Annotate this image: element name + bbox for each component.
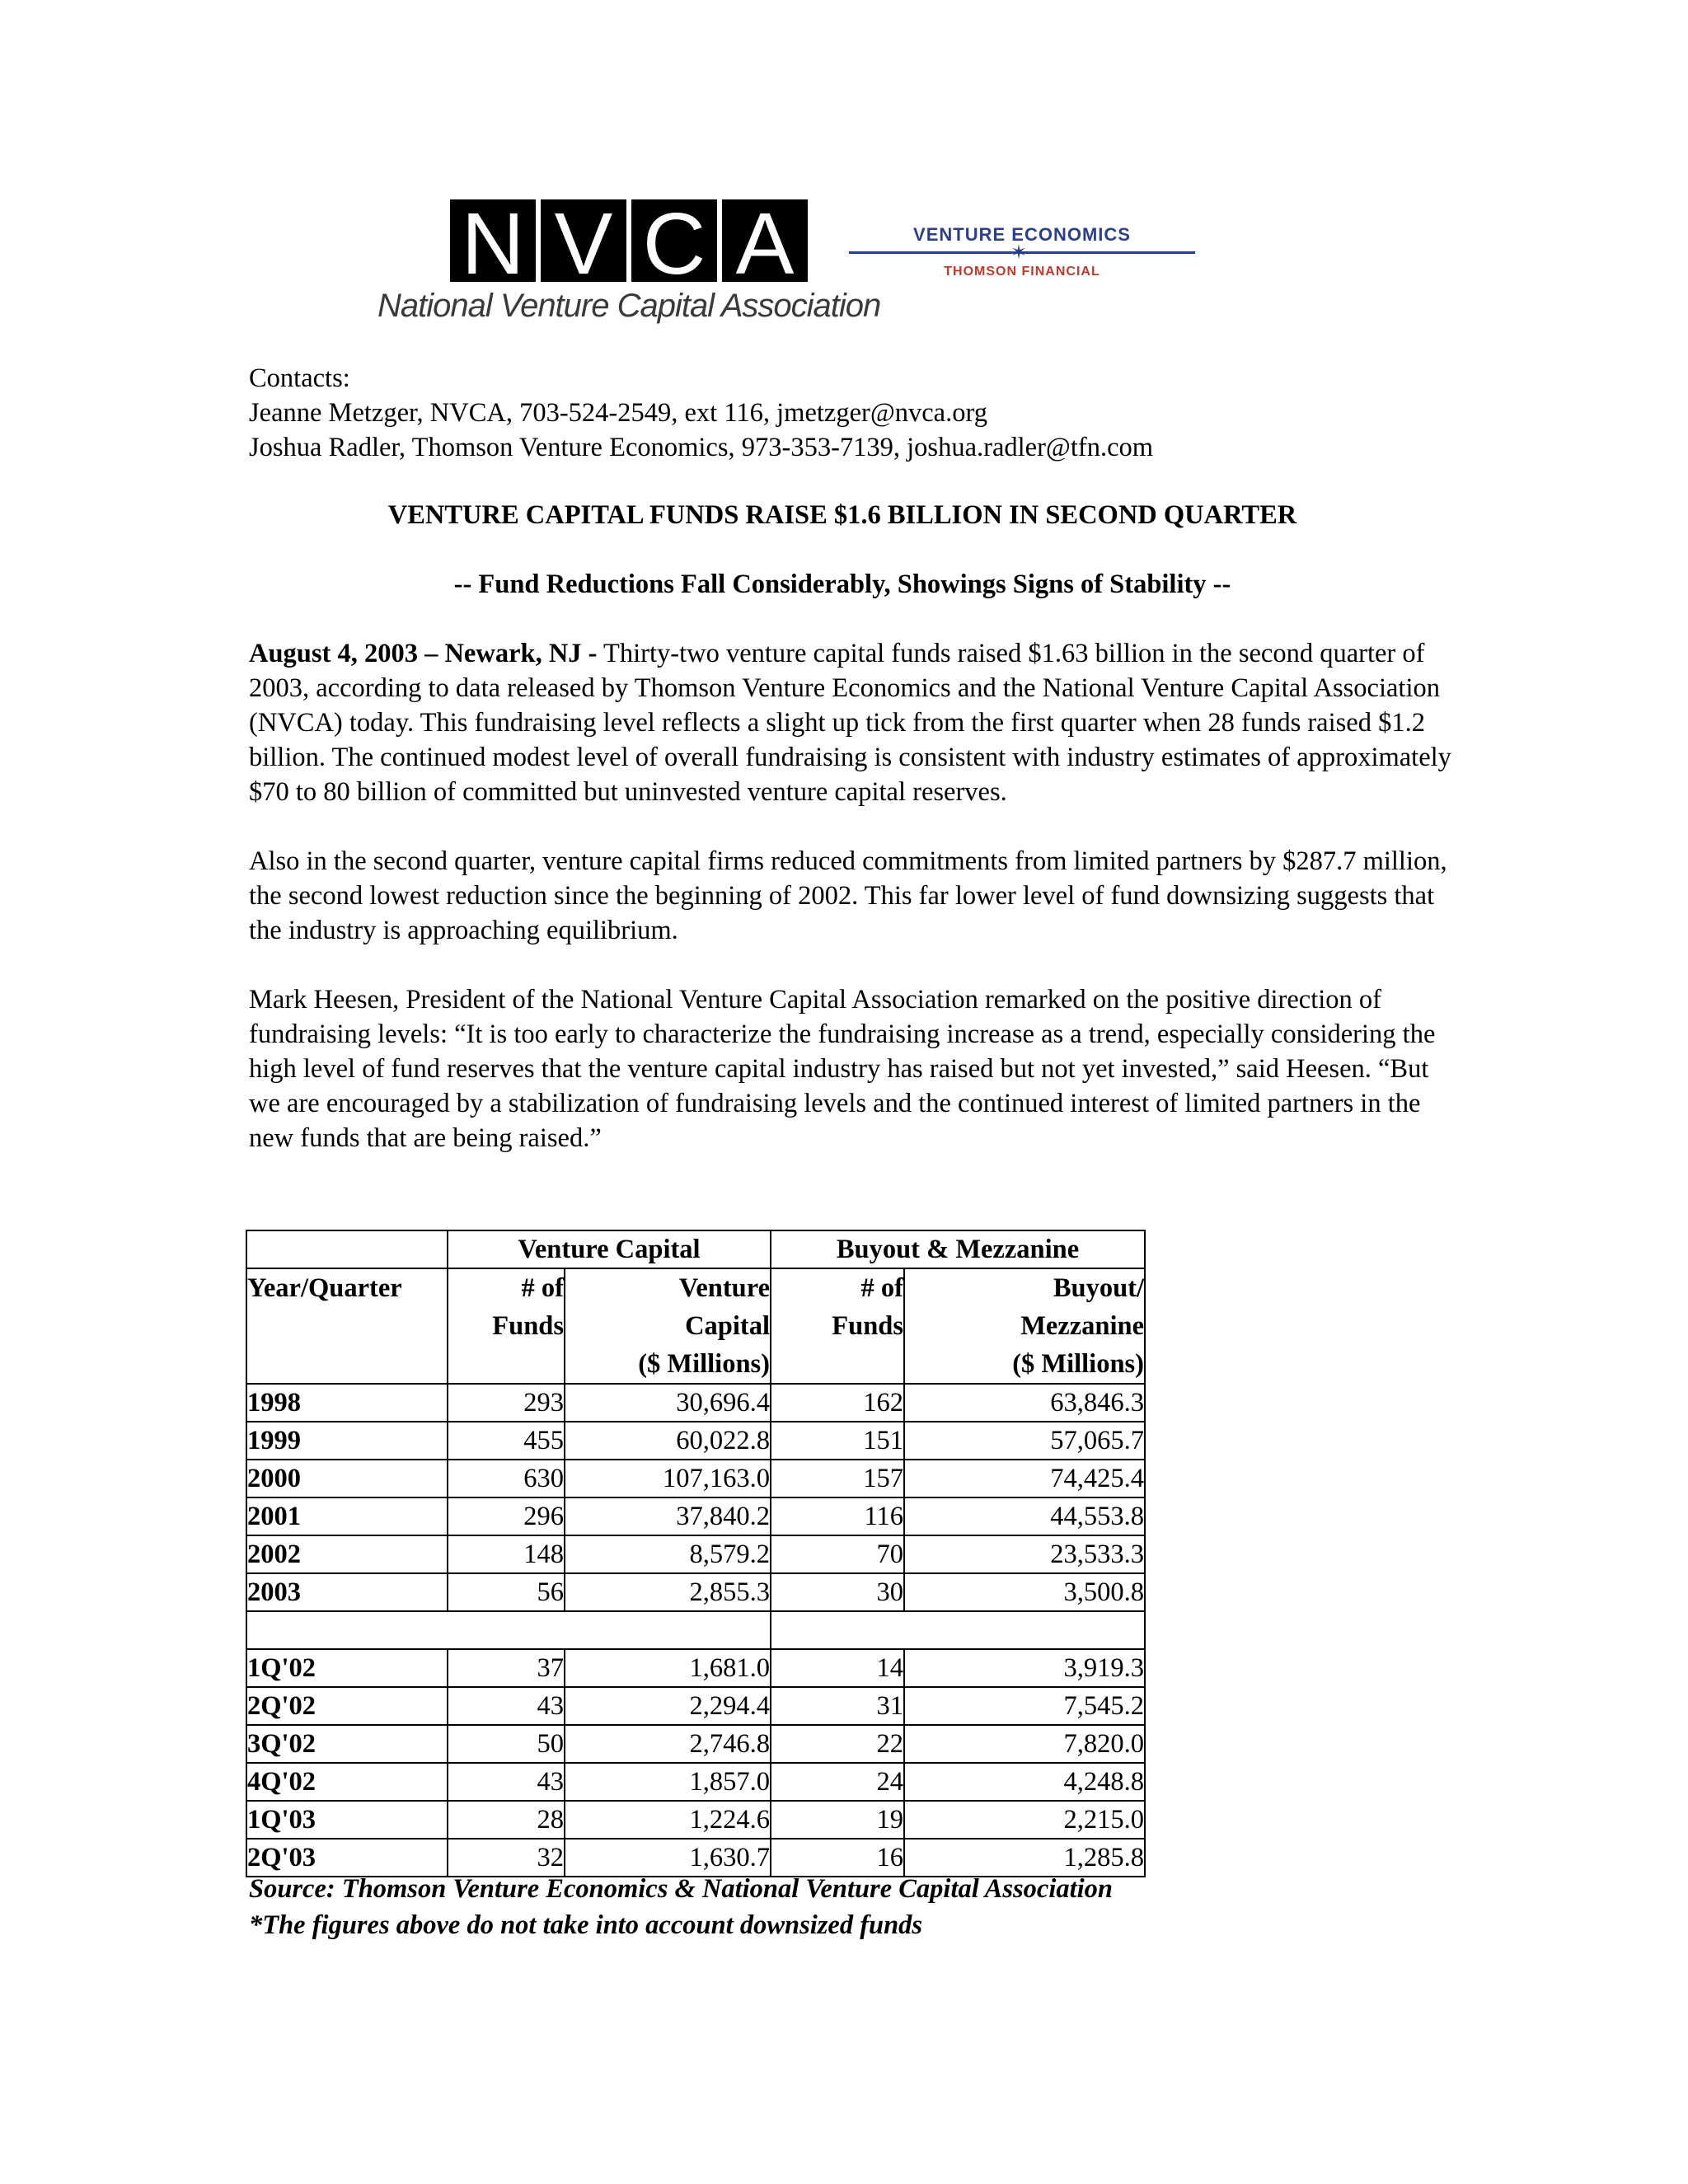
subheadline: -- Fund Reductions Fall Considerably, Showings Signs of Stability -- [453,569,1231,599]
contacts-heading: Contacts: [249,363,350,393]
table-group-header [246,1230,1145,1268]
fundraising-table [246,1230,1146,1877]
table-row [246,1535,1145,1573]
col-bo-funds: # of Funds [771,1268,904,1384]
bo-funds-cell: 14 [771,1649,904,1687]
vc-funds-cell: 148 [448,1535,565,1573]
bo-funds-cell: 19 [771,1801,904,1839]
table-row [246,1649,1145,1687]
period-cell: 1998 [246,1384,448,1422]
bo-amount-cell: 7,820.0 [904,1725,1145,1763]
empty-cell [771,1611,1145,1649]
paragraph-2: Also in the second quarter, venture capital firms reduced commitments from limited partners by $287.7 million, the second lowest reduction since the beginning of 2002. This far lower level of fund downsizing suggests that the industry is approaching equilibrium. [249,846,1447,945]
vc-amount-cell: 1,630.7 [565,1839,771,1877]
vc-funds-cell: 56 [448,1573,565,1611]
bo-funds-cell: 30 [771,1573,904,1611]
vc-funds-cell: 455 [448,1422,565,1460]
table-spacer-row [246,1611,1145,1649]
source-note: Source: Thomson Venture Economics & National Venture Capital Association [249,1874,1113,1904]
contact-line: Joshua Radler, Thomson Venture Economics, 973-353-7139, joshua.radler@tfn.com [249,433,1154,462]
bo-funds-cell: 31 [771,1687,904,1725]
paragraph-3: Mark Heesen, President of the National Venture Capital Association remarked on the positive direction of fundraising levels: “It is too early to characterize the fundraising increase as a trend, especially considering the high level of fund reserves that the venture capital industry has raised but not yet invested,” said Heesen. “But we are encouraged by a stabilization of fundraising levels and the continued interest of limited partners in the new funds that are being raised.” [249,985,1436,1153]
nvca-letter-box: N [450,199,536,282]
bo-amount-cell: 2,215.0 [904,1801,1145,1839]
vc-amount-cell: 2,855.3 [565,1573,771,1611]
vc-amount-cell: 37,840.2 [565,1497,771,1535]
contact-line: Jeanne Metzger, NVCA, 703-524-2549, ext 116, jmetzger@nvca.org [249,398,987,428]
period-cell: 3Q'02 [246,1725,448,1763]
fundraising-table-wrap [246,1230,1146,1877]
col-year-quarter: Year/Quarter [246,1268,448,1384]
vc-amount-cell: 8,579.2 [565,1535,771,1573]
vc-amount-cell: 1,224.6 [565,1801,771,1839]
table-row [246,1725,1145,1763]
vc-amount-cell: 2,746.8 [565,1725,771,1763]
nvca-logo [377,196,881,328]
table-row [246,1422,1145,1460]
vc-amount-cell: 30,696.4 [565,1384,771,1422]
group-venture-capital: Venture Capital [448,1230,771,1268]
footnote: *The figures above do not take into account downsized funds [249,1910,923,1940]
period-cell: 1Q'02 [246,1649,448,1687]
col-bo-amount: Buyout/ Mezzanine ($ Millions) [904,1268,1145,1384]
bo-amount-cell: 23,533.3 [904,1535,1145,1573]
vc-funds-cell: 43 [448,1687,565,1725]
empty-cell [246,1230,448,1268]
vc-funds-cell: 50 [448,1725,565,1763]
vc-amount-cell: 60,022.8 [565,1422,771,1460]
nvca-logo-subtitle: National Venture Capital Association [377,288,881,324]
vc-funds-cell: 296 [448,1497,565,1535]
bo-funds-cell: 70 [771,1535,904,1573]
logo-banner [0,0,1688,346]
bo-funds-cell: 24 [771,1763,904,1801]
bo-amount-cell: 4,248.8 [904,1763,1145,1801]
table-row [246,1801,1145,1839]
period-cell: 2000 [246,1460,448,1497]
table-row [246,1460,1145,1497]
group-buyout-mezzanine: Buyout & Mezzanine [771,1230,1145,1268]
period-cell: 2002 [246,1535,448,1573]
vc-funds-cell: 630 [448,1460,565,1497]
bo-amount-cell: 63,846.3 [904,1384,1145,1422]
bo-funds-cell: 162 [771,1384,904,1422]
nvca-letter-box: A [722,199,808,282]
table-row [246,1384,1145,1422]
vc-amount-cell: 107,163.0 [565,1460,771,1497]
period-cell: 2003 [246,1573,448,1611]
star-icon: ✶ [1010,241,1028,264]
bo-funds-cell: 22 [771,1725,904,1763]
dateline: August 4, 2003 – Newark, NJ - [249,639,598,668]
period-cell: 1999 [246,1422,448,1460]
bo-amount-cell: 57,065.7 [904,1422,1145,1460]
vc-funds-cell: 37 [448,1649,565,1687]
vc-funds-cell: 32 [448,1839,565,1877]
bo-funds-cell: 116 [771,1497,904,1535]
period-cell: 4Q'02 [246,1763,448,1801]
bo-funds-cell: 157 [771,1460,904,1497]
press-release-body [249,361,1452,1155]
col-vc-amount: Venture Capital ($ Millions) [565,1268,771,1384]
col-vc-funds: # of Funds [448,1268,565,1384]
bo-amount-cell: 3,919.3 [904,1649,1145,1687]
bo-funds-cell: 16 [771,1839,904,1877]
vc-amount-cell: 2,294.4 [565,1687,771,1725]
ve-logo-title: VENTURE ECONOMICS [913,224,1131,245]
table-column-header [246,1268,1145,1384]
period-cell: 2Q'03 [246,1839,448,1877]
empty-cell [246,1611,771,1649]
vc-funds-cell: 43 [448,1763,565,1801]
bo-amount-cell: 74,425.4 [904,1460,1145,1497]
paragraph-1-body: Thirty-two venture capital funds raised $1.63 billion in the second quarter of 2003, according to data released by Thomson Venture Economics and the National Venture Capital Association (NVCA) today. This fundraising level reflects a slight up tick from the first quarter when 28 funds raised $1.2 billion. The continued modest level of overall fundraising is consistent with industry estimates of approximately $70 to 80 billion of committed but uninvested venture capital reserves. [249,639,1451,807]
contacts-block [249,361,1452,465]
nvca-letter-box: V [541,199,626,282]
paragraph-1 [249,636,1452,809]
venture-economics-logo [849,224,1195,290]
table-row [246,1687,1145,1725]
bo-amount-cell: 1,285.8 [904,1839,1145,1877]
ve-logo-subtitle: THOMSON FINANCIAL [944,265,1100,279]
table-notes [249,1871,1113,1943]
bo-funds-cell: 151 [771,1422,904,1460]
nvca-letter-box: C [631,199,717,282]
vc-amount-cell: 1,857.0 [565,1763,771,1801]
period-cell: 2001 [246,1497,448,1535]
vc-funds-cell: 293 [448,1384,565,1422]
bo-amount-cell: 7,545.2 [904,1687,1145,1725]
table-row [246,1763,1145,1801]
vc-amount-cell: 1,681.0 [565,1649,771,1687]
bo-amount-cell: 44,553.8 [904,1497,1145,1535]
bo-amount-cell: 3,500.8 [904,1573,1145,1611]
period-cell: 2Q'02 [246,1687,448,1725]
vc-funds-cell: 28 [448,1801,565,1839]
period-cell: 1Q'03 [246,1801,448,1839]
headline: VENTURE CAPITAL FUNDS RAISE $1.6 BILLION IN SECOND QUARTER [387,500,1297,530]
table-row [246,1497,1145,1535]
table-row [246,1573,1145,1611]
